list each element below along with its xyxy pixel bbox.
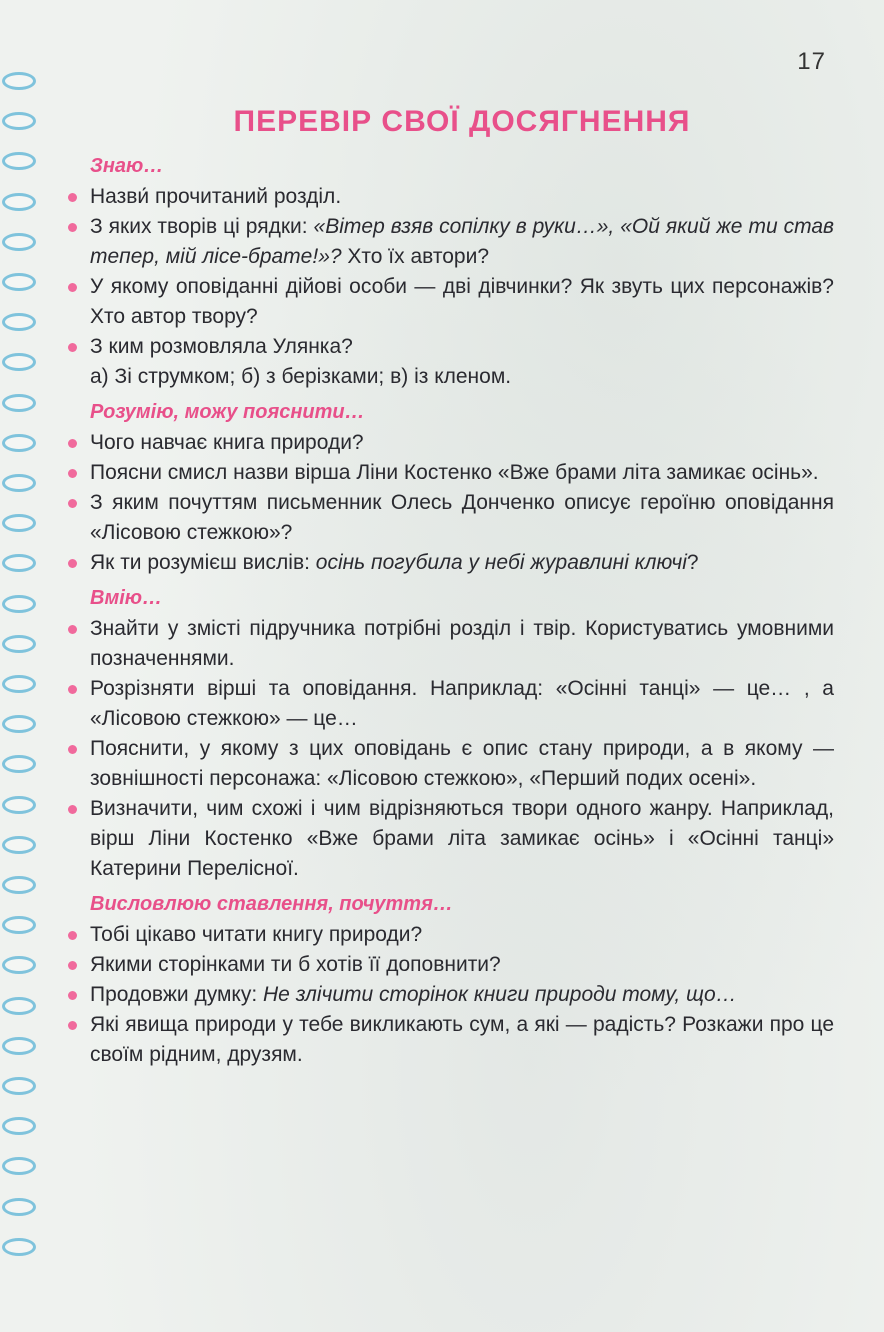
page-number: 17 bbox=[797, 48, 826, 75]
list-item: З яких творів ці рядки: «Вітер взяв сопілку в руки…», «Ой який же ти став тепер, мій лісе-брате!»? Хто їх автори? bbox=[66, 212, 834, 272]
list-item: Тобі цікаво читати книгу природи? bbox=[66, 920, 834, 950]
binding-ring-icon bbox=[2, 1117, 36, 1135]
list-item: У якому оповіданні дійові особи — дві дівчинки? Як звуть цих персонажів? Хто автор твору? bbox=[66, 272, 834, 332]
bullet-icon bbox=[68, 685, 77, 694]
binding-ring-icon bbox=[2, 635, 36, 653]
binding-ring-icon bbox=[2, 554, 36, 572]
binding-ring-icon bbox=[2, 233, 36, 251]
binding-ring-icon bbox=[2, 394, 36, 412]
list-item: Поясни смисл назви вірша Ліни Костенко «Вже брами літа замикає осінь». bbox=[66, 458, 834, 488]
binding-ring-icon bbox=[2, 514, 36, 532]
bullet-icon bbox=[68, 559, 77, 568]
list-item: З ким розмовляла Улянка? а) Зі струмком; б) з берізками; в) із кленом. bbox=[66, 332, 834, 392]
binding-ring-icon bbox=[2, 1238, 36, 1256]
bullet-icon bbox=[68, 439, 77, 448]
list-item: Якими сторінками ти б хотів її доповнити? bbox=[66, 950, 834, 980]
list-item: Як ти розумієш вислів: осінь погубила у небі журавлині ключі? bbox=[66, 548, 834, 578]
binding-ring-icon bbox=[2, 876, 36, 894]
section-heading-can: Вмію… bbox=[90, 587, 163, 609]
bullet-icon bbox=[68, 343, 77, 352]
binding-ring-icon bbox=[2, 595, 36, 613]
page-title: ПЕРЕВІР СВОЇ ДОСЯГНЕННЯ bbox=[233, 105, 691, 138]
binding-ring-icon bbox=[2, 796, 36, 814]
list-item: Чого навчає книга природи? bbox=[66, 428, 834, 458]
bullet-icon bbox=[68, 469, 77, 478]
binding-ring-icon bbox=[2, 1198, 36, 1216]
binding-ring-icon bbox=[2, 353, 36, 371]
spiral-binding bbox=[0, 0, 48, 1332]
list-item: Знайти у змісті підручника потрібні розділ і твір. Користуватись умовними позначеннями. bbox=[66, 614, 834, 674]
list-item: Розрізняти вірші та оповідання. Наприклад: «Осінні танці» — це… , а «Лісовою стежкою» — це… bbox=[66, 674, 834, 734]
bullet-icon bbox=[68, 283, 77, 292]
binding-ring-icon bbox=[2, 474, 36, 492]
bullet-icon bbox=[68, 961, 77, 970]
bullet-icon bbox=[68, 1021, 77, 1030]
bullet-icon bbox=[68, 805, 77, 814]
binding-ring-icon bbox=[2, 1157, 36, 1175]
bullet-icon bbox=[68, 931, 77, 940]
binding-ring-icon bbox=[2, 193, 36, 211]
binding-ring-icon bbox=[2, 434, 36, 452]
binding-ring-icon bbox=[2, 152, 36, 170]
binding-ring-icon bbox=[2, 997, 36, 1015]
bullet-icon bbox=[68, 625, 77, 634]
binding-ring-icon bbox=[2, 1077, 36, 1095]
binding-ring-icon bbox=[2, 755, 36, 773]
binding-ring-icon bbox=[2, 836, 36, 854]
section-heading-understand: Розумію, можу пояснити… bbox=[90, 401, 365, 423]
binding-ring-icon bbox=[2, 313, 36, 331]
binding-ring-icon bbox=[2, 72, 36, 90]
binding-ring-icon bbox=[2, 715, 36, 733]
bullet-icon bbox=[68, 991, 77, 1000]
content bbox=[66, 150, 834, 1070]
bullet-icon bbox=[68, 499, 77, 508]
binding-ring-icon bbox=[2, 675, 36, 693]
binding-ring-icon bbox=[2, 956, 36, 974]
list-item: Які явища природи у тебе викликають сум, а які — радість? Розкажи про це своїм рідним, друзям. bbox=[66, 1010, 834, 1070]
binding-ring-icon bbox=[2, 1037, 36, 1055]
section-heading-express: Висловлюю ставлення, почуття… bbox=[90, 893, 453, 915]
list-item: З яким почуттям письменник Олесь Донченко описує героїню оповідання «Лісовою стежкою»? bbox=[66, 488, 834, 548]
bullet-icon bbox=[68, 223, 77, 232]
binding-ring-icon bbox=[2, 273, 36, 291]
list-item: Пояснити, у якому з цих оповідань є опис стану природи, а в якому — зовнішності персонажа: «Лісовою стежкою», «Перший подих осені». bbox=[66, 734, 834, 794]
answer-options: а) Зі струмком; б) з берізками; в) із кленом. bbox=[90, 365, 512, 388]
binding-ring-icon bbox=[2, 916, 36, 934]
list-item: Продовжи думку: Не злічити сторінок книги природи тому, що… bbox=[66, 980, 834, 1010]
list-item: Назви́ прочитаний розділ. bbox=[66, 182, 834, 212]
list-item: Визначити, чим схожі і чим відрізняються твори одного жанру. Наприклад, вірш Ліни Костенко «Вже брами літа замикає осінь» і «Осінні танці» Катерини Перелісної. bbox=[66, 794, 834, 884]
bullet-icon bbox=[68, 745, 77, 754]
bullet-icon bbox=[68, 193, 77, 202]
section-heading-know: Знаю… bbox=[90, 155, 164, 177]
